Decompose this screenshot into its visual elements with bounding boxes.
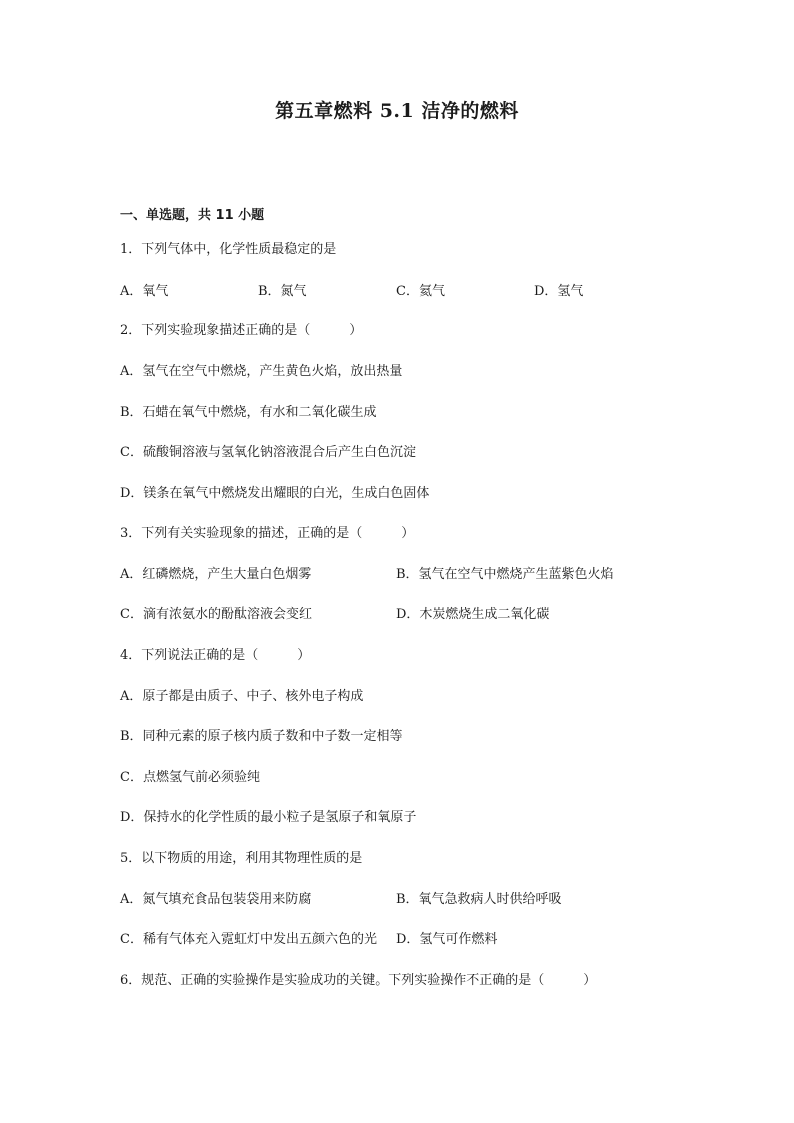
question-4-stem: 4．下列说法正确的是（ ）: [120, 648, 311, 663]
question-5-option-a: A．氮气填充食品包装袋用来防腐: [120, 892, 312, 907]
question-3-option-b: B．氢气在空气中燃烧产生蓝紫色火焰: [396, 567, 614, 582]
question-4-option-d: D．保持水的化学性质的最小粒子是氢原子和氧原子: [120, 810, 417, 825]
question-4-option-b: B．同种元素的原子核内质子数和中子数一定相等: [120, 729, 403, 744]
question-3-option-a: A．红磷燃烧，产生大量白色烟雾: [120, 567, 312, 582]
question-4-option-a: A．原子都是由质子、中子、核外电子构成: [120, 689, 364, 704]
page-title: 第五章燃料 5.1 洁净的燃料: [275, 100, 519, 122]
question-6-stem: 6．规范、正确的实验操作是实验成功的关键。下列实验操作不正确的是（ ）: [120, 973, 597, 988]
question-2-stem: 2．下列实验现象描述正确的是（ ）: [120, 323, 363, 338]
question-3-option-c: C．滴有浓氨水的酚酞溶液会变红: [120, 607, 312, 622]
question-3-stem: 3．下列有关实验现象的描述，正确的是（ ）: [120, 526, 415, 541]
question-5-stem: 5．以下物质的用途，利用其物理性质的是: [120, 851, 363, 866]
question-4-option-c: C．点燃氢气前必须验纯: [120, 770, 260, 785]
question-1-stem: 1．下列气体中，化学性质最稳定的是: [120, 242, 337, 257]
question-3-option-d: D．木炭燃烧生成二氧化碳: [396, 607, 550, 622]
question-2-option-a: A．氢气在空气中燃烧，产生黄色火焰，放出热量: [120, 364, 403, 379]
section-heading: 一、单选题，共 11 小题: [120, 208, 265, 223]
question-2-option-c: C．硫酸铜溶液与氢氧化钠溶液混合后产生白色沉淀: [120, 445, 416, 460]
question-1-option-a: A．氧气: [120, 284, 169, 299]
question-2-option-d: D．镁条在氧气中燃烧发出耀眼的白光，生成白色固体: [120, 486, 430, 501]
question-5-option-b: B．氧气急救病人时供给呼吸: [396, 892, 562, 907]
question-1-option-c: C．氦气: [396, 284, 445, 299]
question-1-option-b: B．氮气: [258, 284, 307, 299]
question-5-option-c: C．稀有气体充入霓虹灯中发出五颜六色的光: [120, 932, 377, 947]
question-5-option-d: D．氢气可作燃料: [396, 932, 498, 947]
question-1-option-d: D．氢气: [534, 284, 584, 299]
question-2-option-b: B．石蜡在氧气中燃烧，有水和二氧化碳生成: [120, 405, 377, 420]
